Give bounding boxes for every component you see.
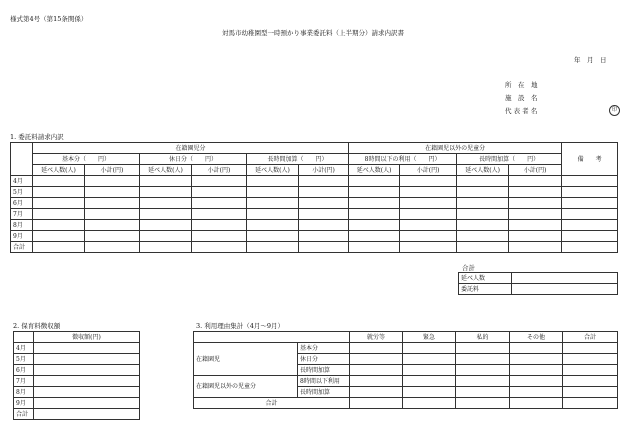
month-label: 7月 (14, 376, 34, 387)
fee-collection-table (13, 331, 140, 420)
entry-cell[interactable] (247, 242, 299, 253)
table-row (14, 376, 140, 387)
entry-cell[interactable] (349, 220, 400, 231)
entry-cell[interactable] (34, 343, 140, 354)
entry-cell[interactable] (299, 176, 349, 187)
month-label: 7月 (11, 209, 33, 220)
entry-cell[interactable] (562, 209, 618, 220)
reason-header: その他 (510, 332, 563, 343)
table-row (11, 198, 618, 209)
entry-cell[interactable] (403, 365, 456, 376)
month-label: 8月 (14, 387, 34, 398)
group-label: 在籍園児 (194, 343, 298, 376)
entry-cell[interactable] (140, 198, 192, 209)
address-label: 所 在 地 (505, 81, 538, 89)
entry-cell[interactable] (192, 220, 247, 231)
month-label: 8月 (11, 220, 33, 231)
entry-cell[interactable] (85, 209, 140, 220)
entry-cell[interactable] (509, 198, 562, 209)
entry-cell[interactable] (34, 365, 140, 376)
entry-cell[interactable] (403, 387, 456, 398)
item-label: 基本分 (298, 343, 350, 354)
entry-cell[interactable] (456, 354, 510, 365)
table-row (11, 187, 618, 198)
entry-cell[interactable] (247, 209, 299, 220)
table-row (11, 209, 618, 220)
entry-cell[interactable] (400, 198, 457, 209)
entry-cell[interactable] (192, 176, 247, 187)
entry-cell[interactable] (349, 242, 400, 253)
entry-cell[interactable] (140, 220, 192, 231)
entry-cell[interactable] (456, 387, 510, 398)
table-row (14, 343, 140, 354)
month-label: 6月 (11, 198, 33, 209)
table-row (11, 242, 618, 253)
item-label: 休日分 (298, 354, 350, 365)
col-subtotal-header: 小計(円) (192, 165, 247, 176)
seal-icon: 印 (609, 105, 620, 116)
col-count-header: 延べ人数(人) (33, 165, 85, 176)
entry-cell[interactable] (299, 209, 349, 220)
entry-cell[interactable] (34, 387, 140, 398)
item-label: 長時間加算 (298, 387, 350, 398)
entry-cell[interactable] (33, 220, 85, 231)
entry-cell[interactable] (299, 198, 349, 209)
entry-cell[interactable] (457, 209, 509, 220)
entry-cell[interactable] (140, 231, 192, 242)
entry-cell[interactable] (299, 220, 349, 231)
entry-cell[interactable] (510, 376, 563, 387)
remarks-header: 備 考 (562, 143, 618, 176)
usage-reason-table (193, 331, 618, 409)
entry-cell[interactable] (349, 231, 400, 242)
total-label: 合計 (194, 398, 350, 409)
month-label: 4月 (14, 343, 34, 354)
table-row (194, 343, 618, 354)
entry-cell[interactable] (85, 176, 140, 187)
entry-cell[interactable] (456, 376, 510, 387)
entry-cell[interactable] (400, 209, 457, 220)
entry-cell[interactable] (349, 198, 400, 209)
col-subtotal-header: 小計(円) (400, 165, 457, 176)
collection-header: 徴収額(円) (34, 332, 140, 343)
entry-cell[interactable] (563, 376, 618, 387)
summary-label: 委託料 (459, 284, 512, 295)
entry-cell[interactable] (85, 242, 140, 253)
table-row (11, 176, 618, 187)
col-count-header: 延べ人数(人) (140, 165, 192, 176)
entry-cell[interactable] (299, 187, 349, 198)
sub-under-8h: 8時間以下の利用（ 円） (349, 154, 457, 165)
entry-cell[interactable] (140, 187, 192, 198)
col-subtotal-header: 小計(円) (85, 165, 140, 176)
entry-cell[interactable] (403, 398, 456, 409)
document-title: 対馬市幼稚園型一時預かり事業委託料（上半期分）請求内訳書 (222, 29, 404, 37)
entry-cell[interactable] (192, 209, 247, 220)
entry-cell[interactable] (457, 198, 509, 209)
entry-cell[interactable] (33, 176, 85, 187)
entry-cell[interactable] (140, 176, 192, 187)
entry-cell[interactable] (509, 176, 562, 187)
entry-cell[interactable] (509, 187, 562, 198)
entry-cell[interactable] (247, 176, 299, 187)
table-row (14, 354, 140, 365)
entry-cell[interactable] (400, 242, 457, 253)
entry-cell[interactable] (349, 209, 400, 220)
item-label: 8時間以下利用 (298, 376, 350, 387)
entry-cell[interactable] (350, 354, 403, 365)
entry-cell[interactable] (349, 176, 400, 187)
entry-cell[interactable] (192, 242, 247, 253)
group-other: 在籍園児以外の児童分 (349, 143, 562, 154)
entry-cell[interactable] (349, 187, 400, 198)
entry-cell[interactable] (34, 409, 140, 420)
reason-header: 私的 (456, 332, 510, 343)
entry-cell[interactable] (403, 354, 456, 365)
section3-title: 3. 利用理由集計（4月～9月） (196, 322, 285, 330)
entry-cell[interactable] (350, 365, 403, 376)
col-subtotal-header: 小計(円) (509, 165, 562, 176)
entry-cell[interactable] (457, 220, 509, 231)
entry-cell[interactable] (400, 187, 457, 198)
fee-breakdown-table (10, 142, 618, 253)
month-label: 5月 (14, 354, 34, 365)
entry-cell[interactable] (299, 231, 349, 242)
entry-cell[interactable] (510, 343, 563, 354)
entry-cell[interactable] (563, 398, 618, 409)
entry-cell[interactable] (562, 187, 618, 198)
entry-cell[interactable] (85, 231, 140, 242)
section1-title: 1. 委託料請求内訳 (10, 133, 64, 141)
month-label: 9月 (11, 231, 33, 242)
form-number: 様式第4号（第15条関係） (10, 15, 88, 23)
entry-cell[interactable] (457, 176, 509, 187)
blank-header (194, 332, 350, 343)
entry-cell[interactable] (33, 209, 85, 220)
reason-header: 就労等 (350, 332, 403, 343)
entry-cell[interactable] (456, 365, 510, 376)
entry-cell[interactable] (33, 242, 85, 253)
entry-cell[interactable] (140, 209, 192, 220)
entry-cell[interactable] (509, 220, 562, 231)
month-label: 6月 (14, 365, 34, 376)
month-label: 5月 (11, 187, 33, 198)
entry-cell[interactable] (562, 242, 618, 253)
reason-header: 合計 (563, 332, 618, 343)
entry-cell[interactable] (33, 231, 85, 242)
summary-table (458, 272, 618, 295)
entry-cell[interactable] (33, 187, 85, 198)
table-row (14, 398, 140, 409)
month-label: 合計 (11, 242, 33, 253)
entry-cell[interactable] (34, 354, 140, 365)
entry-cell[interactable] (562, 220, 618, 231)
entry-cell[interactable] (562, 198, 618, 209)
summary-title: 合計 (462, 264, 475, 272)
sub-long-time-other: 長時間加算（ 円） (457, 154, 562, 165)
facility-label: 施 設 名 (505, 94, 538, 102)
entry-cell[interactable] (247, 231, 299, 242)
reason-header: 緊急 (403, 332, 456, 343)
entry-cell[interactable] (247, 187, 299, 198)
entry-cell[interactable] (247, 198, 299, 209)
entry-cell[interactable] (400, 220, 457, 231)
entry-cell[interactable] (563, 354, 618, 365)
entry-cell[interactable] (509, 242, 562, 253)
entry-cell[interactable] (456, 398, 510, 409)
month-label: 4月 (11, 176, 33, 187)
entry-cell[interactable] (192, 198, 247, 209)
blank-header (14, 332, 34, 343)
entry-cell[interactable] (247, 220, 299, 231)
sub-basic: 基本分（ 円） (33, 154, 140, 165)
entry-cell[interactable] (563, 365, 618, 376)
entry-cell[interactable] (350, 376, 403, 387)
summary-label: 延べ人数 (459, 273, 512, 284)
table-row (14, 409, 140, 420)
entry-cell[interactable] (510, 398, 563, 409)
sub-long-time-enrolled: 長時間加算（ 円） (247, 154, 349, 165)
entry-cell[interactable] (509, 209, 562, 220)
entry-cell[interactable] (510, 365, 563, 376)
entry-cell[interactable] (510, 387, 563, 398)
entry-cell[interactable] (140, 242, 192, 253)
section2-title: 2. 保育料徴収額 (13, 322, 61, 330)
entry-cell[interactable] (400, 231, 457, 242)
entry-cell[interactable] (563, 387, 618, 398)
entry-cell[interactable] (299, 242, 349, 253)
col-count-header: 延べ人数(人) (457, 165, 509, 176)
entry-cell[interactable] (512, 273, 618, 284)
entry-cell[interactable] (456, 343, 510, 354)
entry-cell[interactable] (85, 220, 140, 231)
table-row (14, 387, 140, 398)
entry-cell[interactable] (457, 242, 509, 253)
col-count-header: 延べ人数(人) (349, 165, 400, 176)
month-label: 合計 (14, 409, 34, 420)
table-row (11, 220, 618, 231)
date-label: 年 月 日 (574, 56, 607, 64)
blank-header (11, 143, 33, 176)
entry-cell[interactable] (563, 343, 618, 354)
entry-cell[interactable] (562, 176, 618, 187)
col-subtotal-header: 小計(円) (299, 165, 349, 176)
entry-cell[interactable] (350, 398, 403, 409)
table-row (194, 376, 618, 387)
summary-row (459, 284, 618, 295)
sub-holiday: 休日分（ 円） (140, 154, 247, 165)
entry-cell[interactable] (562, 231, 618, 242)
col-count-header: 延べ人数(人) (247, 165, 299, 176)
entry-cell[interactable] (512, 284, 618, 295)
entry-cell[interactable] (350, 387, 403, 398)
group-enrolled: 在籍園児分 (33, 143, 349, 154)
table-row (11, 231, 618, 242)
entry-cell[interactable] (457, 231, 509, 242)
total-row (194, 398, 618, 409)
entry-cell[interactable] (510, 354, 563, 365)
entry-cell[interactable] (350, 343, 403, 354)
item-label: 長時間加算 (298, 365, 350, 376)
entry-cell[interactable] (85, 187, 140, 198)
entry-cell[interactable] (400, 176, 457, 187)
entry-cell[interactable] (457, 187, 509, 198)
entry-cell[interactable] (192, 187, 247, 198)
entry-cell[interactable] (403, 376, 456, 387)
entry-cell[interactable] (192, 231, 247, 242)
entry-cell[interactable] (509, 231, 562, 242)
entry-cell[interactable] (85, 198, 140, 209)
month-label: 9月 (14, 398, 34, 409)
entry-cell[interactable] (33, 198, 85, 209)
entry-cell[interactable] (403, 343, 456, 354)
representative-label: 代 表 者 名 (505, 107, 538, 115)
table-row (14, 365, 140, 376)
group-label: 在籍園児以外の児童分 (194, 376, 298, 398)
entry-cell[interactable] (34, 398, 140, 409)
summary-row (459, 273, 618, 284)
entry-cell[interactable] (34, 376, 140, 387)
